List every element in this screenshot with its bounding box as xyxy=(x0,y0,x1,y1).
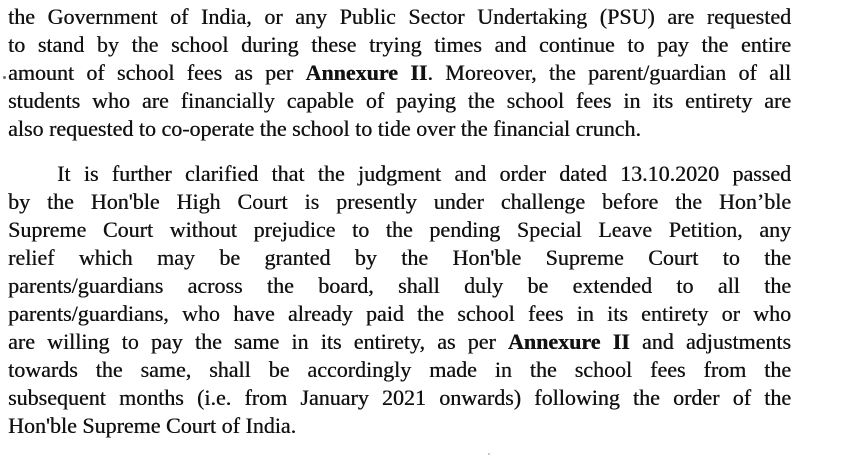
text-line xyxy=(8,384,791,412)
text-line xyxy=(8,244,791,272)
text-run: parents/guardians across the board, shall duly be extended to all the xyxy=(8,273,791,298)
text-line xyxy=(8,115,791,143)
text-run: also requested to co-operate the school to tide over the financial crunch. xyxy=(8,116,641,141)
text-run: towards the same, shall be accordingly made in the school fees from the xyxy=(8,357,791,382)
text-run: by the Hon'ble High Court is presently under challenge before the Hon’ble xyxy=(8,189,791,214)
text-run: students who are financially capable of paying the school fees in its entirety are xyxy=(8,88,791,113)
text-line xyxy=(8,160,791,188)
text-run-bold: Annexure II xyxy=(507,329,630,354)
text-line xyxy=(8,356,791,384)
text-run: subsequent months (i.e. from January 2021 onwards) following the order of the xyxy=(8,385,791,410)
document-page xyxy=(8,3,791,440)
text-run: relief which may be granted by the Hon'ble Supreme Court to the xyxy=(8,245,791,270)
text-line xyxy=(8,59,791,87)
text-line xyxy=(8,216,791,244)
scan-speck xyxy=(488,453,490,455)
text-run: to stand by the school during these trying times and continue to pay the entire xyxy=(8,32,791,57)
text-run: . Moreover, the parent/guardian of all xyxy=(427,60,791,85)
text-run: amount of school fees as per xyxy=(8,60,306,85)
text-run: and adjustments xyxy=(629,329,791,354)
text-run: are willing to pay the same in its entirety, as per xyxy=(8,329,508,354)
text-run: Supreme Court without prejudice to the pending Special Leave Petition, any xyxy=(8,217,791,242)
text-line xyxy=(8,300,791,328)
text-line xyxy=(8,3,791,31)
text-run: parents/guardians, who have already paid the school fees in its entirety or who xyxy=(8,301,791,326)
text-run: the Government of India, or any Public Sector Undertaking (PSU) are requested xyxy=(8,4,791,29)
text-run: It is further clarified that the judgment and order dated 13.10.2020 passed xyxy=(57,161,791,186)
text-line xyxy=(8,272,791,300)
paragraph-2 xyxy=(8,160,791,440)
text-line xyxy=(8,31,791,59)
text-run: Hon'ble Supreme Court of India. xyxy=(8,413,297,438)
text-run-bold: Annexure II xyxy=(305,60,428,85)
text-line xyxy=(8,328,791,356)
text-line xyxy=(8,87,791,115)
text-line xyxy=(8,188,791,216)
scan-speck xyxy=(3,76,6,79)
text-line xyxy=(8,412,791,440)
paragraph-1 xyxy=(8,3,791,143)
